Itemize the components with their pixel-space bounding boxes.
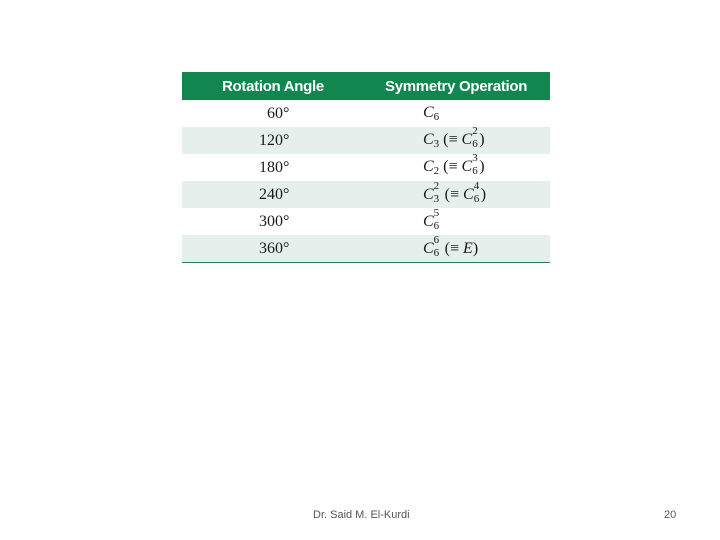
equivalent-subscript: 6 (472, 138, 478, 150)
header-symmetry-operation: Symmetry Operation (366, 72, 550, 100)
close-paren: ) (479, 131, 485, 148)
symmetry-table (182, 72, 550, 263)
table-row (182, 127, 550, 154)
equivalent-symbol: E (463, 239, 473, 257)
open-paren: ( (440, 185, 450, 203)
table-row (182, 181, 550, 208)
close-paren: ) (479, 158, 485, 175)
symmetry-operation-cell (366, 235, 550, 263)
symmetry-operation-cell (366, 208, 550, 235)
equivalent-symbol: C (461, 131, 473, 148)
equivalent-superscript: 2 (472, 125, 478, 137)
table-header-row (182, 72, 550, 100)
header-rotation-angle: Rotation Angle (182, 72, 366, 100)
symmetry-operation-cell (366, 100, 550, 127)
open-paren: ( (440, 239, 450, 257)
operation-subscript: 3 (433, 138, 440, 150)
table-row (182, 235, 550, 263)
equivalent-symbol: C (463, 185, 474, 203)
operation-subscript: 3 (433, 192, 440, 205)
operation-superscript: 6 (433, 233, 440, 246)
open-paren: ( (439, 158, 449, 175)
operation-subscript: 6 (433, 246, 440, 259)
equivalent-subscript: 6 (472, 165, 478, 177)
operation-symbol: C (423, 104, 434, 121)
operation-indices (433, 233, 441, 259)
equivalence-sign: ≡ (450, 239, 464, 257)
operation-symbol: C (423, 158, 434, 175)
equivalence-sign: ≡ (450, 185, 464, 203)
equivalent-indices (472, 152, 479, 177)
rotation-angle-cell: 60° (267, 104, 290, 122)
operation-subscript: 2 (433, 165, 440, 177)
symmetry-operation-cell (366, 154, 550, 181)
rotation-angle-cell: 300° (259, 212, 290, 230)
equivalent-symbol: C (461, 158, 473, 175)
equivalent-superscript: 3 (472, 152, 478, 164)
equivalent-indices (472, 125, 479, 150)
rotation-angle-cell: 180° (259, 158, 290, 176)
operation-superscript: 5 (433, 206, 440, 219)
operation-indices (433, 206, 441, 232)
rotation-angle-cell: 120° (182, 127, 366, 154)
operation-symbol: C (423, 131, 434, 148)
operation-symbol: C (423, 185, 434, 203)
table-body (182, 100, 550, 263)
close-paren: ) (472, 239, 479, 257)
equivalence-sign: ≡ (448, 131, 462, 148)
rotation-angle-cell: 240° (182, 181, 366, 208)
close-paren: ) (480, 185, 487, 203)
operation-symbol: C (423, 212, 434, 230)
footer-author: Dr. Said M. El-Kurdi (313, 509, 410, 521)
page-number: 20 (664, 509, 677, 521)
equivalent-superscript: 4 (473, 179, 480, 192)
operation-superscript: 2 (433, 179, 440, 192)
equivalence-sign: ≡ (448, 158, 462, 175)
equivalent-indices (473, 179, 481, 205)
symmetry-operation-cell (366, 181, 550, 208)
rotation-angle-cell: 360° (182, 235, 366, 263)
table-row (182, 208, 550, 235)
operation-subscript: 6 (433, 219, 440, 232)
symmetry-operation-cell (366, 127, 550, 154)
open-paren: ( (439, 131, 449, 148)
operation-subscript: 6 (433, 111, 440, 123)
table-row (182, 100, 550, 127)
operation-indices (433, 179, 441, 205)
table-row (182, 154, 550, 181)
equivalent-subscript: 6 (473, 192, 480, 205)
operation-symbol: C (423, 239, 434, 257)
